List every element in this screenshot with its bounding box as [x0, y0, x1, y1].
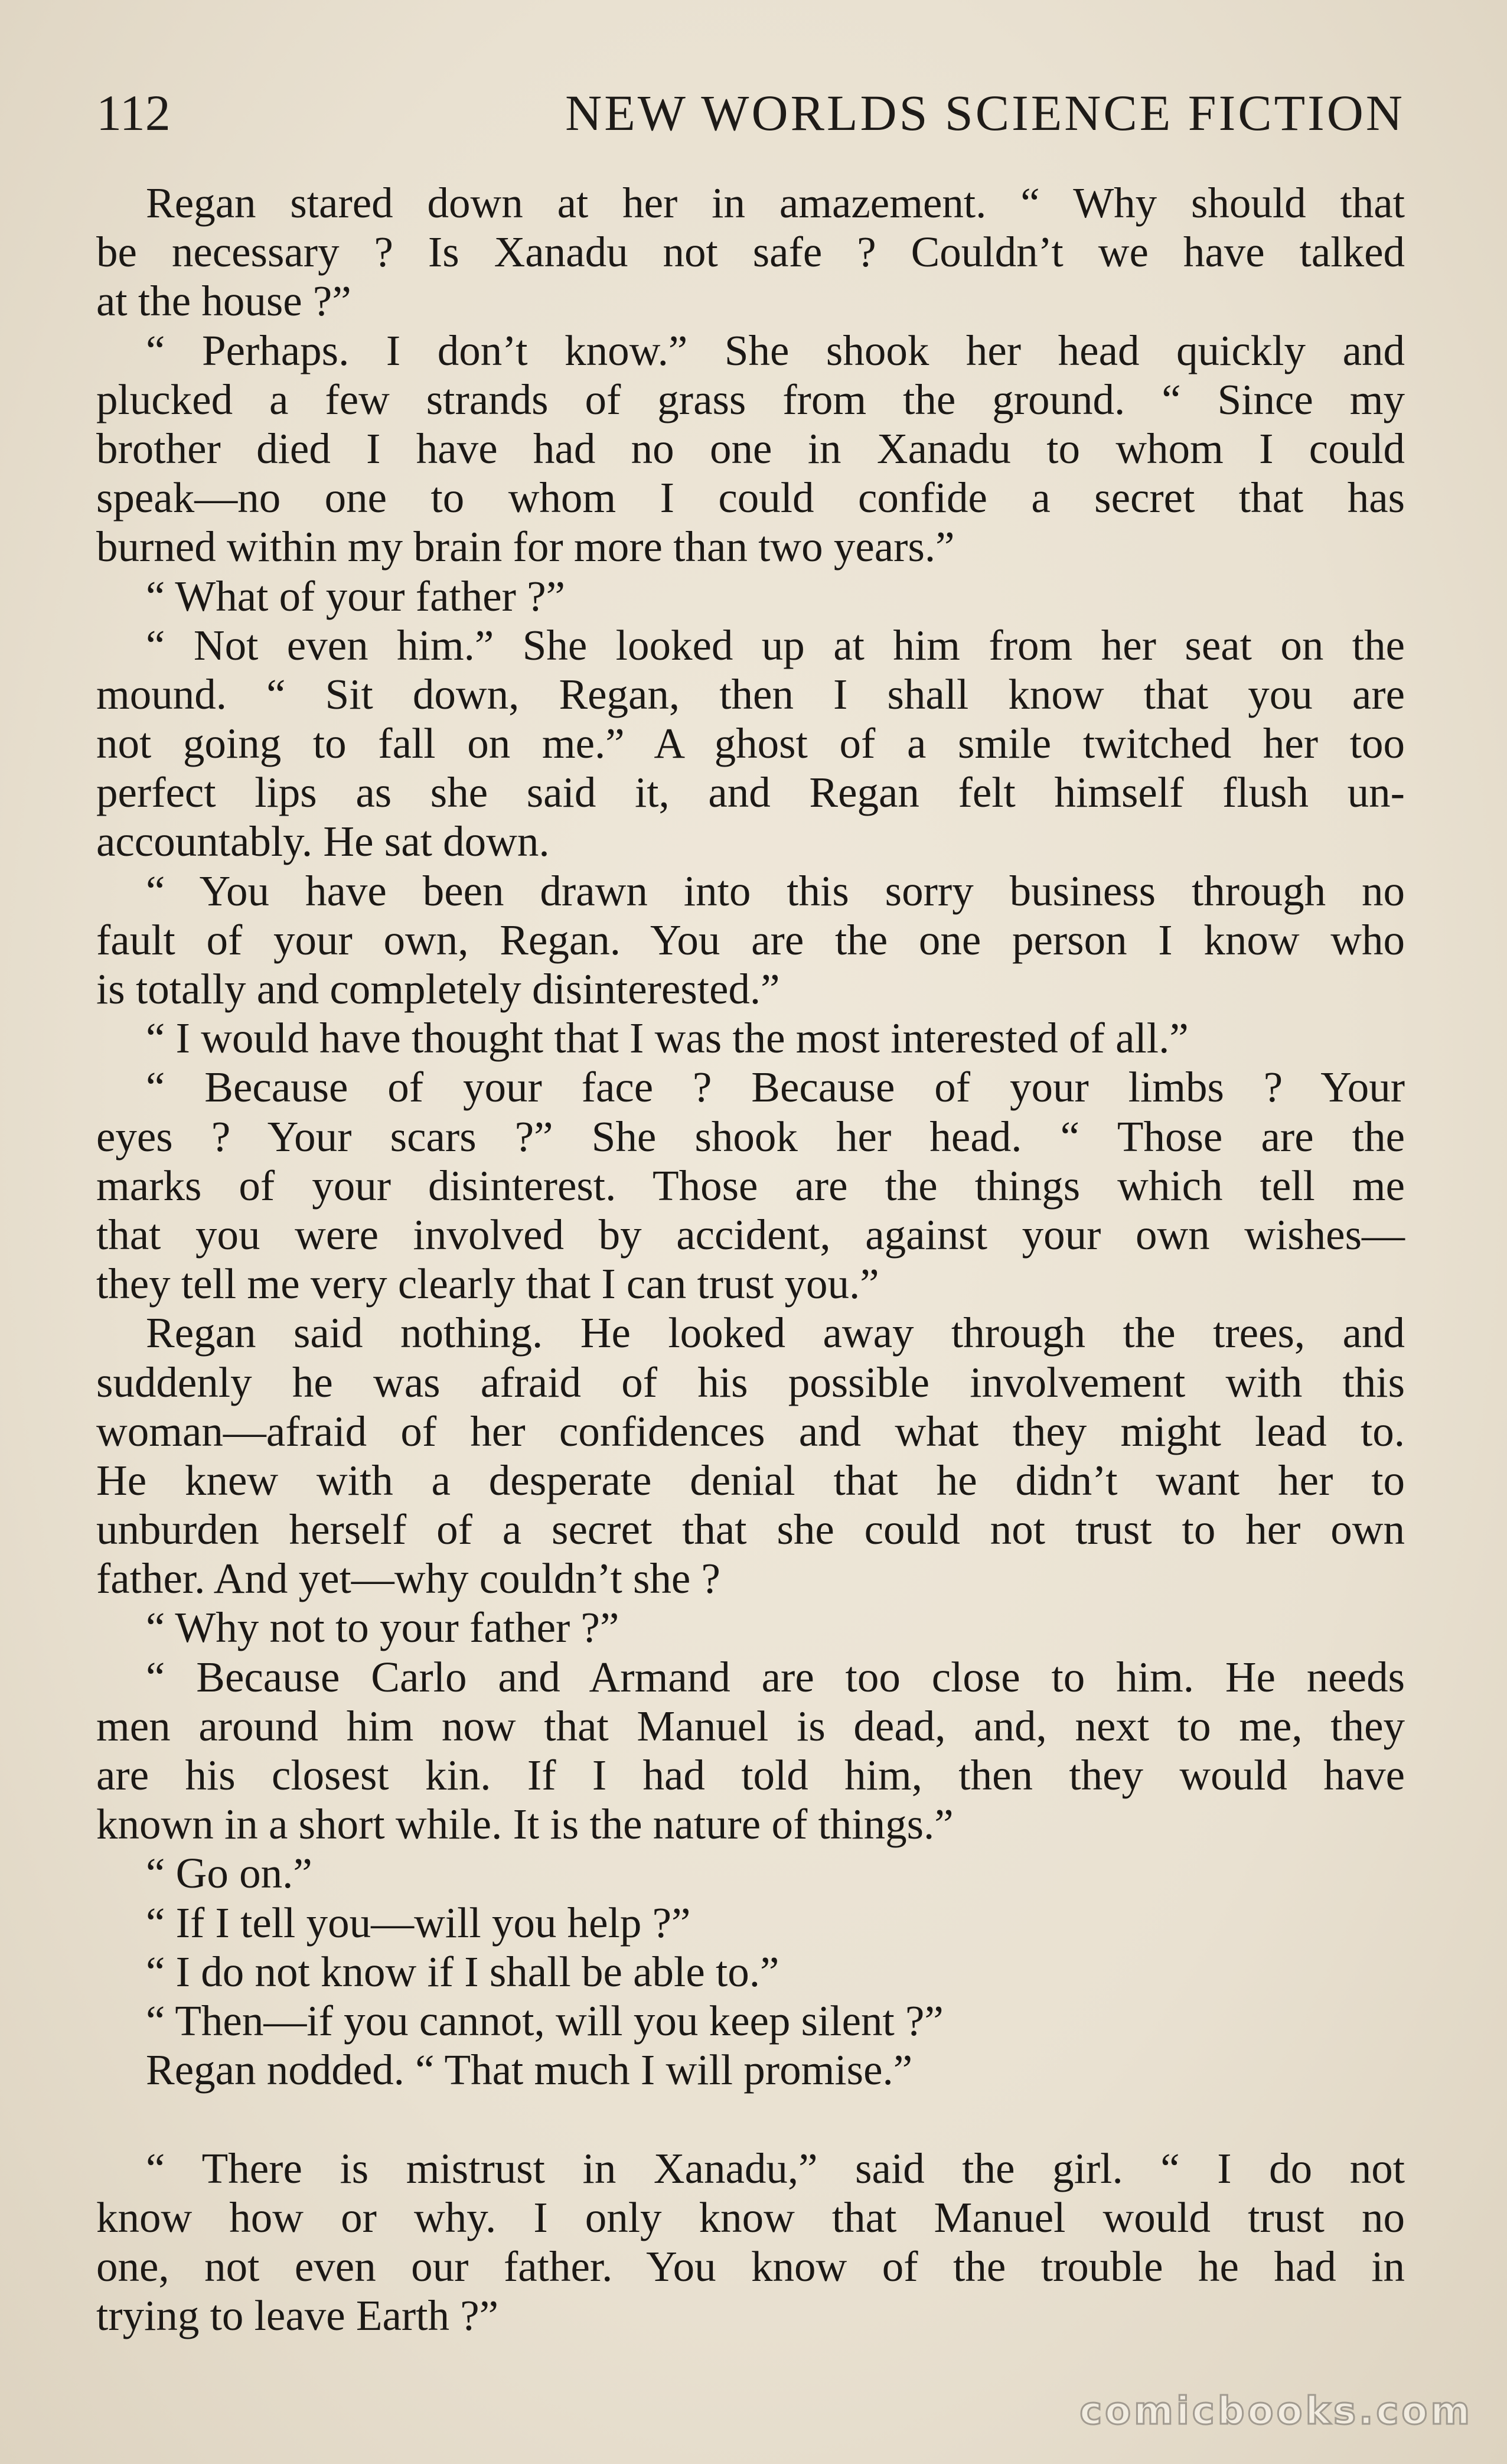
- text-line: accountably. He sat down.: [96, 817, 550, 866]
- text-line: Regan stared down at her in amazement. “ Why should that: [146, 179, 1405, 227]
- page-number: 112: [96, 84, 171, 141]
- text-line: Regan said nothing. He looked away through the trees, and: [146, 1309, 1405, 1357]
- text-line: brother died I have had no one in Xanadu to whom I could: [96, 424, 1405, 472]
- text-line: known in a short while. It is the nature of things.”: [96, 1800, 954, 1849]
- text-line: “ There is mistrust in Xanadu,” said the girl. “ I do not: [146, 2144, 1405, 2192]
- text-line: “ Because of your face ? Because of your limbs ? Your: [146, 1063, 1405, 1112]
- text-line: suddenly he was afraid of his possible involvement with this: [96, 1358, 1405, 1406]
- text-line: is totally and completely disinterested.”: [96, 965, 780, 1013]
- text-line: mound. “ Sit down, Regan, then I shall know that you are: [96, 670, 1405, 718]
- text-line: are his closest kin. If I had told him, then they would have: [96, 1751, 1405, 1799]
- text-line: “ Perhaps. I don’t know.” She shook her head quickly and: [146, 326, 1405, 374]
- text-line: “ Why not to your father ?”: [146, 1603, 619, 1652]
- text-line: “ I do not know if I shall be able to.”: [146, 1947, 779, 1996]
- text-line: “ If I tell you—will you help ?”: [146, 1898, 691, 1947]
- running-head: NEW WORLDS SCIENCE FICTION: [565, 84, 1405, 141]
- text-line: “ Then—if you cannot, will you keep silent ?”: [146, 1996, 944, 2045]
- text-line: men around him now that Manuel is dead, and, next to me, they: [96, 1702, 1405, 1750]
- body-text: [96, 178, 1405, 2340]
- text-line: “ Because Carlo and Armand are too close to him. He needs: [146, 1653, 1405, 1701]
- text-line: fault of your own, Regan. You are the one person I know who: [96, 915, 1405, 964]
- text-line: speak—no one to whom I could confide a secret that has: [96, 474, 1405, 522]
- page-header: [96, 80, 1405, 145]
- text-line: “ Not even him.” She looked up at him from her seat on the: [146, 621, 1405, 669]
- text-line: that you were involved by accident, against your own wishes—: [96, 1210, 1405, 1259]
- text-line: perfect lips as she said it, and Regan felt himself flush un-: [96, 768, 1405, 817]
- text-line: be necessary ? Is Xanadu not safe ? Couldn’t we have talked: [96, 228, 1405, 276]
- text-line: one, not even our father. You know of the trouble he had in: [96, 2242, 1405, 2290]
- text-line: “ I would have thought that I was the most interested of all.”: [146, 1014, 1189, 1062]
- text-line: “ You have been drawn into this sorry business through no: [146, 866, 1405, 915]
- text-line: “ Go on.”: [146, 1849, 312, 1898]
- text-line: He knew with a desperate denial that he didn’t want her to: [96, 1456, 1405, 1504]
- section-break: [96, 2094, 1405, 2143]
- text-line: burned within my brain for more than two years.”: [96, 523, 955, 571]
- text-line: Regan nodded. “ That much I will promise.”: [146, 2046, 913, 2094]
- text-line: “ What of your father ?”: [146, 572, 566, 620]
- text-line: at the house ?”: [96, 277, 351, 325]
- text-line: father. And yet—why couldn’t she ?: [96, 1554, 720, 1603]
- text-line: eyes ? Your scars ?” She shook her head. “ Those are the: [96, 1112, 1405, 1161]
- text-line: not going to fall on me.” A ghost of a smile twitched her too: [96, 719, 1405, 768]
- text-line: they tell me very clearly that I can trust you.”: [96, 1260, 879, 1308]
- text-line: plucked a few strands of grass from the ground. “ Since my: [96, 375, 1405, 423]
- text-line: unburden herself of a secret that she could not trust to her own: [96, 1505, 1405, 1554]
- text-line: marks of your disinterest. Those are the things which tell me: [96, 1161, 1405, 1210]
- text-line: trying to leave Earth ?”: [96, 2292, 499, 2340]
- text-line: woman—afraid of her confidences and what they might lead to.: [96, 1407, 1405, 1455]
- text-line: know how or why. I only know that Manuel would trust no: [96, 2193, 1405, 2241]
- watermark: comicbooks.com: [1079, 2390, 1473, 2433]
